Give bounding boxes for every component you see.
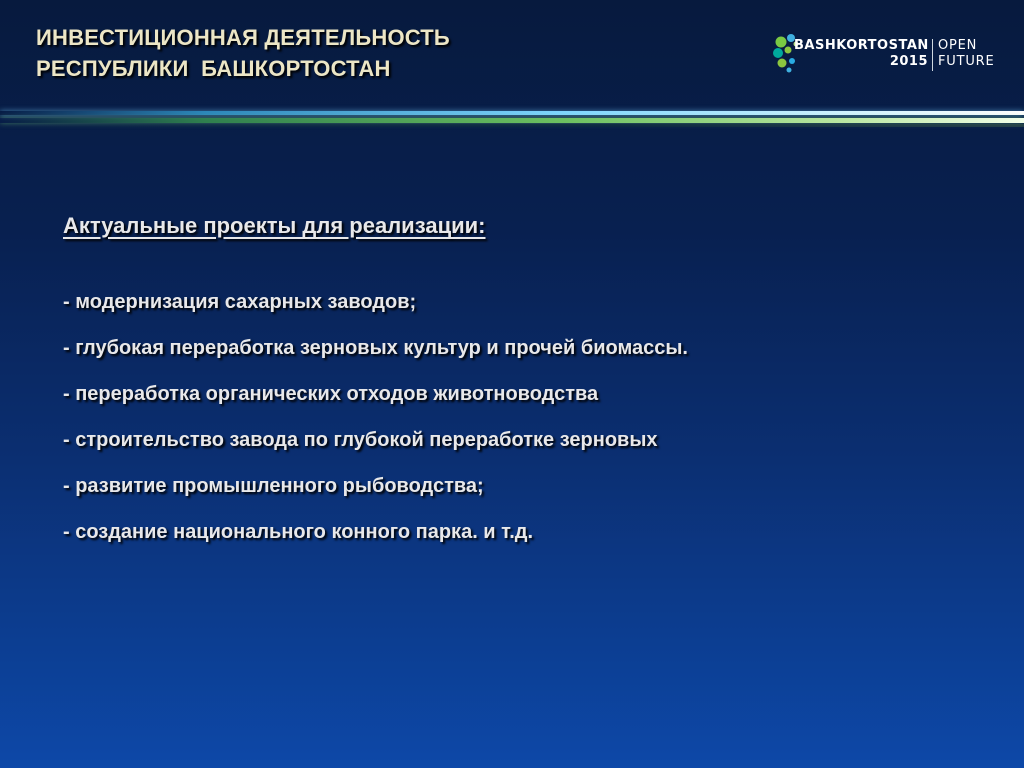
project-list (63, 291, 688, 567)
project-item: - глубокая переработка зерновых культур и прочей биомассы. (63, 337, 688, 359)
header-divider-shadow (0, 124, 1024, 127)
logo-word-future: FUTURE (938, 54, 995, 69)
logo-tagline (938, 38, 995, 70)
slide-title-line-1: ИНВЕСТИЦИОННАЯ ДЕЯТЕЛЬНОСТЬ (36, 25, 450, 50)
logo-wordmark (794, 38, 928, 70)
slide-title (36, 22, 676, 84)
project-item: - модернизация сахарных заводов; (63, 291, 417, 313)
logo-year: 2015 (889, 54, 928, 69)
logo-word-open: OPEN (938, 38, 978, 53)
project-item: - создание национального конного парка. и т.д. (63, 521, 533, 543)
header-divider-green (0, 118, 1024, 123)
logo-separator (932, 39, 933, 71)
header-divider-blue (0, 111, 1024, 115)
bashkortostan-logo (772, 30, 1004, 76)
project-item: - переработка органических отходов животноводства (63, 383, 599, 405)
slide-title-line-2: РЕСПУБЛИКИ БАШКОРТОСТАН (36, 56, 391, 81)
project-item: - строительство завода по глубокой переработке зерновых (63, 429, 658, 451)
section-heading: Актуальные проекты для реализации: (63, 213, 486, 238)
logo-name: BASHKORTOSTAN (794, 38, 929, 53)
project-item: - развитие промышленного рыбоводства; (63, 475, 484, 497)
